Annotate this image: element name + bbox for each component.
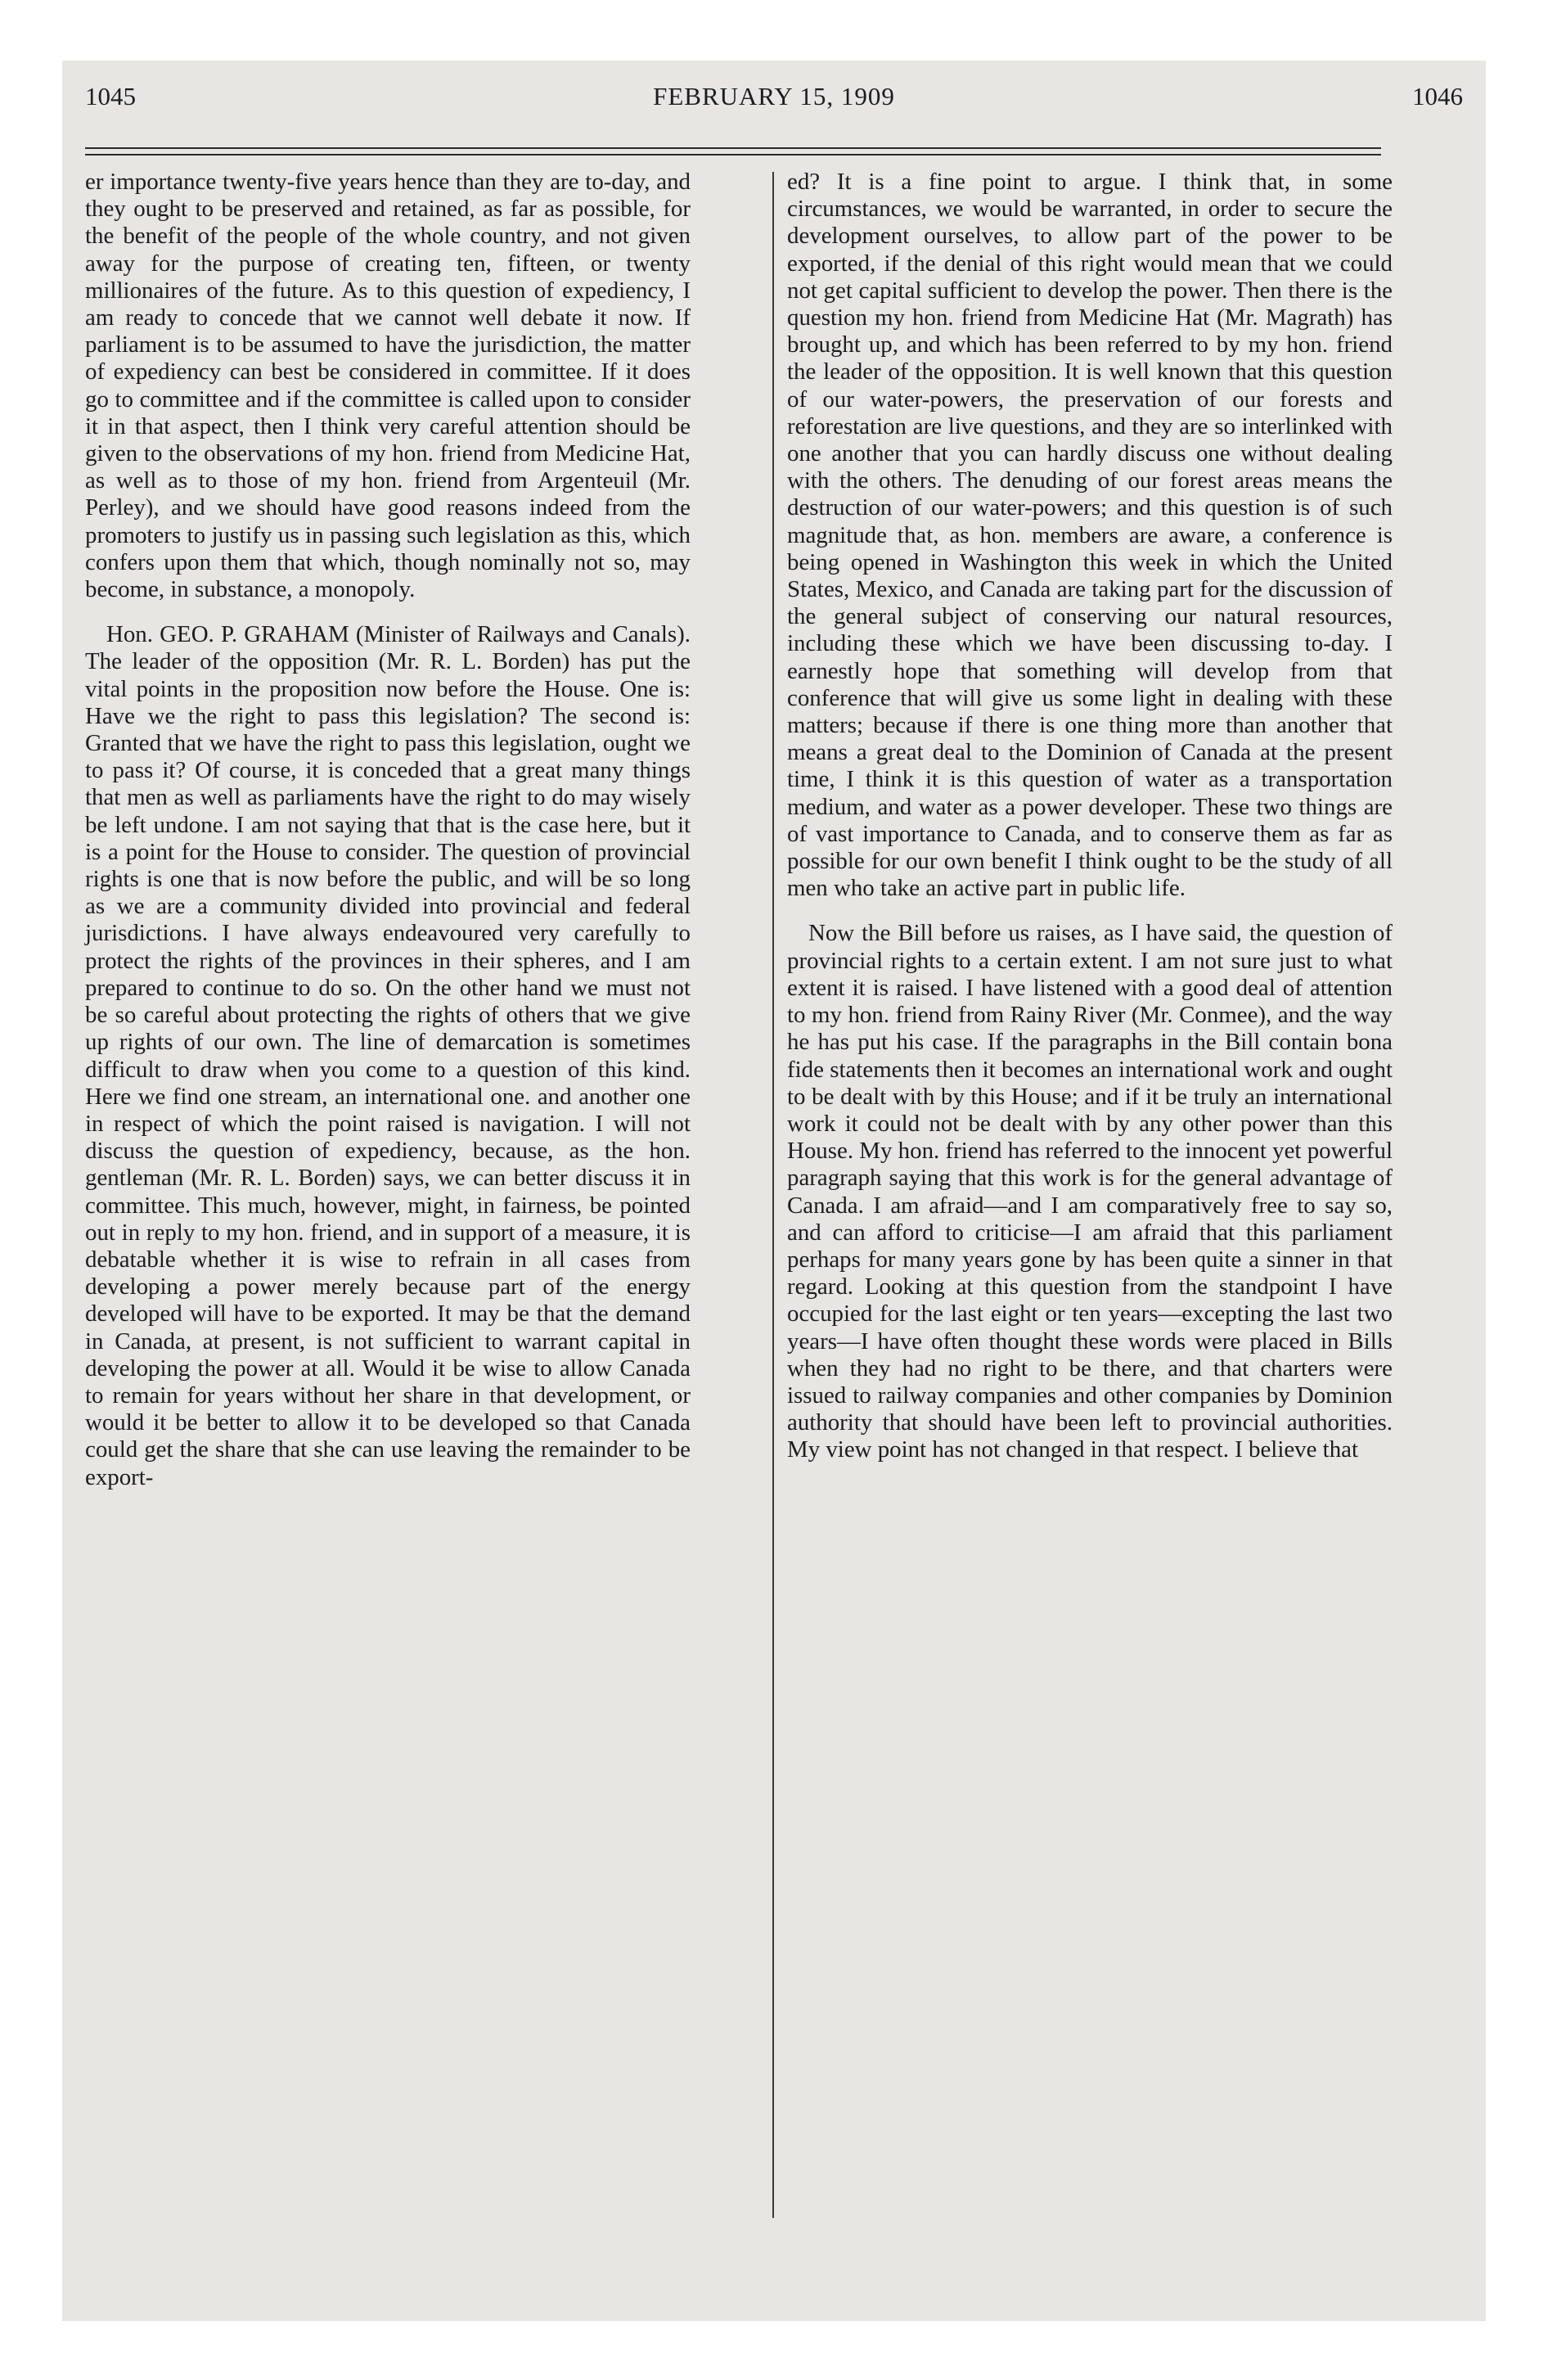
left-page-number: 1045 (85, 82, 136, 110)
right-page-number: 1046 (1412, 82, 1463, 110)
right-column (787, 169, 1393, 1464)
right-paragraph-2: Now the Bill before us raises, as I have said, the question of provincial rights to a certain extent. I am not sure just to what extent it is raised. I have listened with a good deal of attention to my hon. friend from Rainy River (Mr. Conmee), and the way he has put his case. If the paragraphs in the Bill contain bona fide statements then it becomes an international work and ought to be dealt with by this House; and if it be truly an international work it could not be dealt with by any other power than this House. My hon. friend has referred to the innocent yet powerful paragraph saying that this work is for the general advantage of Canada. I am afraid—and I am comparatively free to say so, and can afford to criticise—I am afraid that this parliament perhaps for many years gone by has been quite a sinner in that regard. Looking at this question from the standpoint I have occupied for the last eight or ten years—excepting the last two years—I have often thought these words were placed in Bills when they had no right to be there, and that charters were issued to railway companies and other companies by Dominion authority that should have been left to provincial authorities. My view point has not changed in that respect. I believe that (787, 920, 1393, 1463)
left-paragraph-1: er importance twenty-five years hence than they are to-day, and they ought to be preserved and retained, as far as possible, for the benefit of the people of the whole country, and not given away for the purpose of creating ten, fifteen, or twenty millionaires of the future. As to this question of expediency, I am ready to concede that we cannot well debate it now. If parliament is to be assumed to have the jurisdiction, the matter of expediency can best be considered in committee. If it does go to committee and if the committee is called upon to consider it in that aspect, then I think very careful attention should be given to the observations of my hon. friend from Medicine Hat, as well as to those of my hon. friend from Argenteuil (Mr. Perley), and we should have good reasons indeed from the promoters to justify us in passing such legislation as this, which confers upon them that which, though nominally not so, may become, in substance, a monopoly. (85, 169, 691, 603)
page-date-title: FEBRUARY 15, 1909 (653, 82, 895, 110)
left-column (85, 169, 691, 1491)
column-divider (772, 172, 774, 2218)
right-paragraph-1: ed? It is a fine point to argue. I think that, in some circumstances, we would be warranted, in order to secure the development ourselves, to allow part of the power to be exported, if the denial of this right would mean that we could not get capital sufficient to develop the power. Then there is the question my hon. friend from Medicine Hat (Mr. Magrath) has brought up, and which has been referred to by my hon. friend the leader of the opposition. It is well known that this question of our water-powers, the preservation of our forests and reforestation are live questions, and they are so interlinked with one another that you can hardly discuss one without dealing with the others. The denuding of our forest areas means the destruction of our water-powers; and this question is of such magnitude that, as hon. members are aware, a conference is being opened in Washington this week in which the United States, Mexico, and Canada are taking part for the discussion of the general subject of conserving our natural resources, including these which we have been discussing to-day. I earnestly hope that something will develop from that conference that will give us some light in dealing with these matters; because if there is one thing more than another that means a great deal to the Dominion of Canada at the present time, I think it is this question of water as a transportation medium, and water as a power developer. These two things are of vast importance to Canada, and to conserve them as far as possible for our own benefit I think ought to be the study of all men who take an active part in public life. (787, 169, 1393, 902)
left-paragraph-2: Hon. GEO. P. GRAHAM (Minister of Railways and Canals). The leader of the opposition (Mr. R. L. Borden) has put the vital points in the proposition now before the House. One is: Have we the right to pass this legislation? The second is: Granted that we have the right to pass this legislation, ought we to pass it? Of course, it is conceded that a great many things that men as well as parliaments have the right to do may wisely be left undone. I am not saying that that is the case here, but it is a point for the House to consider. The question of provincial rights is one that is now before the public, and will be so long as we are a community divided into provincial and federal jurisdictions. I have always endeavoured very carefully to protect the rights of the provinces in their spheres, and I am prepared to continue to do so. On the other hand we must not be so careful about protecting the rights of others that we give up rights of our own. The line of demarcation is sometimes difficult to draw when you come to a question of this kind. Here we find one stream, an international one. and another one in respect of which the point raised is navigation. I will not discuss the question of expediency, because, as the hon. gentleman (Mr. R. L. Borden) says, we can better discuss it in committee. This much, however, might, in fairness, be pointed out in reply to my hon. friend, and in support of a measure, it is debatable whether it is wise to refrain in all cases from developing a power merely because part of the energy developed will have to be exported. It may be that the demand in Canada, at present, is not sufficient to warrant capital in developing the power at all. Would it be wise to allow Canada to remain for years without her share in that development, or would it be better to allow it to be developed so that Canada could get the share that she can use leaving the remainder to be export- (85, 621, 691, 1490)
page-header (85, 82, 1463, 131)
header-double-rule (85, 147, 1381, 156)
